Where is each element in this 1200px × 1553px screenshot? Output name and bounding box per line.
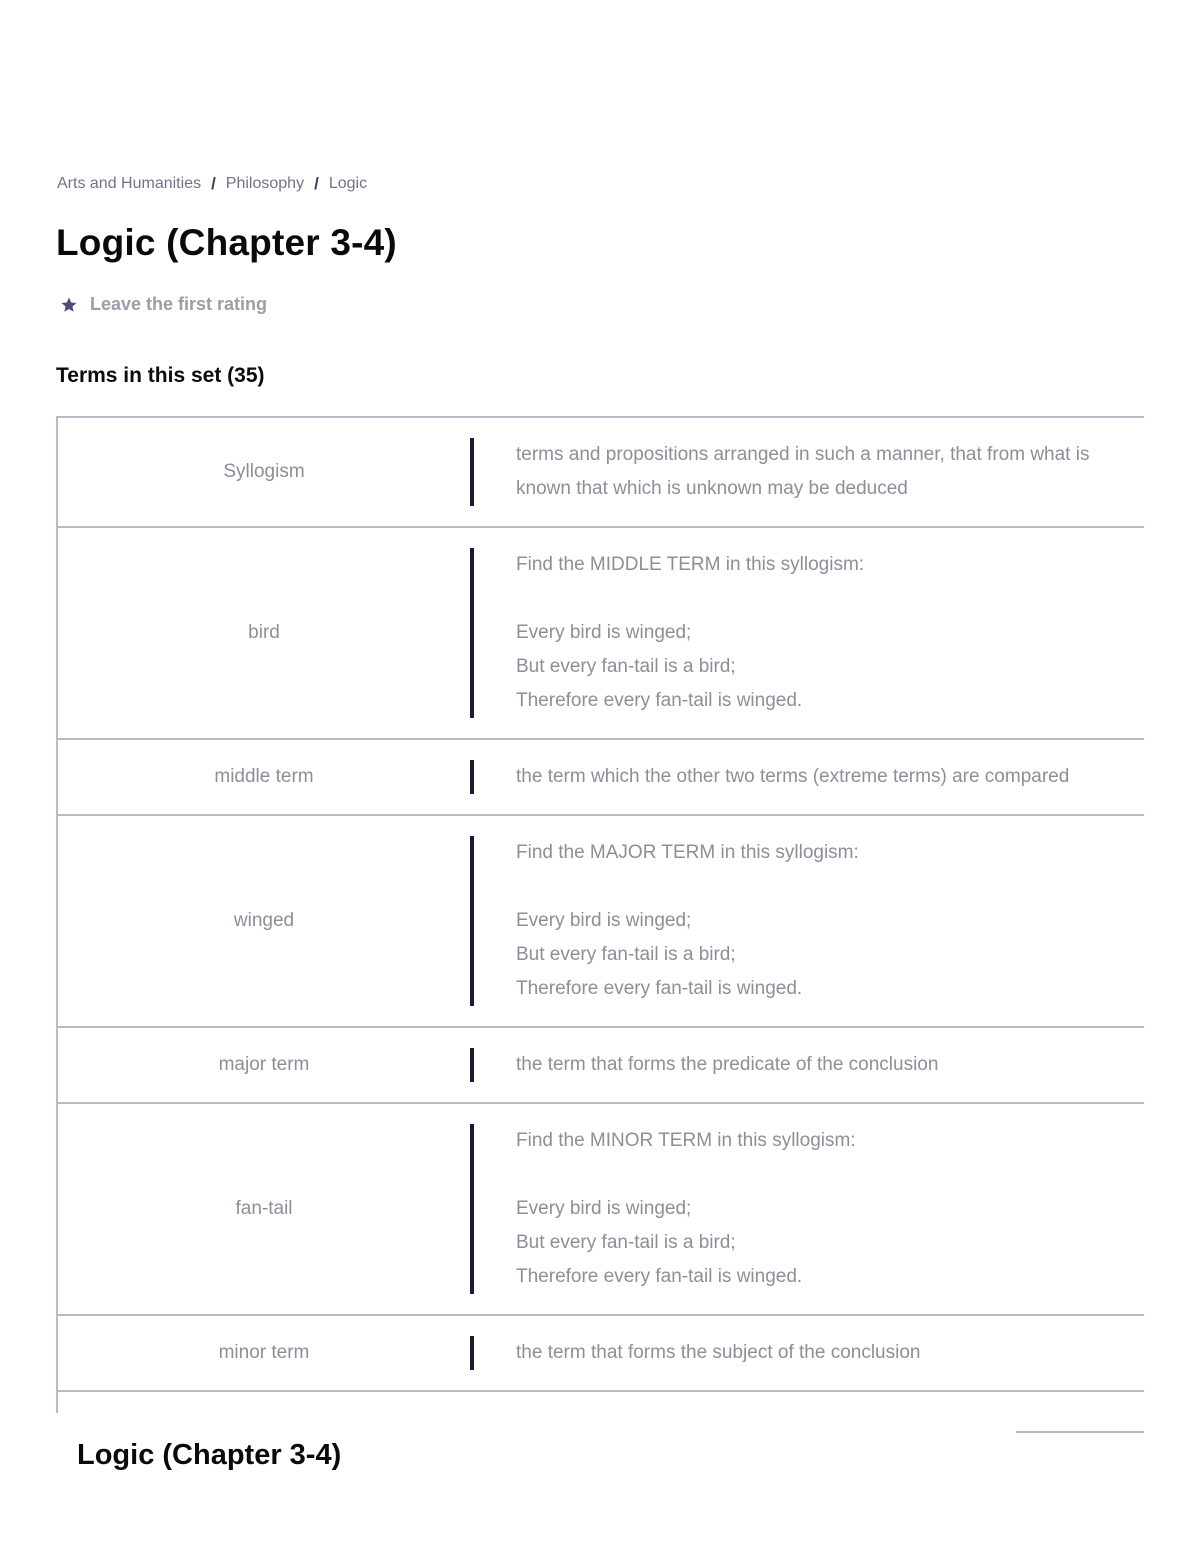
term-row <box>58 418 1144 528</box>
definition-text: Find the MINOR TERM in this syllogism: Every bird is winged; But every fan-tail is a bird; Therefore every fan-tail is winged. <box>516 1130 856 1287</box>
definition-text: Find the MIDDLE TERM in this syllogism: Every bird is winged; But every fan-tail is a bird; Therefore every fan-tail is winged. <box>516 554 865 711</box>
term-text: middle term <box>214 766 314 787</box>
term-row <box>58 740 1144 816</box>
definition-text: the term which the other two terms (extreme terms) are compared <box>516 766 1070 787</box>
breadcrumb-separator: / <box>314 174 319 193</box>
definition-text: Find the MAJOR TERM in this syllogism: Every bird is winged; But every fan-tail is a bird; Therefore every fan-tail is winged. <box>516 842 859 999</box>
definition-text: the term that forms the predicate of the conclusion <box>516 1054 939 1075</box>
definition-text: the term that forms the subject of the conclusion <box>516 1342 921 1363</box>
breadcrumb-separator: / <box>211 174 216 193</box>
term-text: Syllogism <box>223 461 305 482</box>
page-title: Logic (Chapter 3-4) <box>56 222 397 263</box>
breadcrumb-item-logic[interactable]: Logic <box>328 175 368 192</box>
definition-text: terms and propositions arranged in such a manner, that from what is known that which is unknown may be deduced <box>516 444 1090 499</box>
term-text: major term <box>218 1054 310 1075</box>
breadcrumb-item-philosophy[interactable]: Philosophy <box>225 175 305 192</box>
term-text: fan-tail <box>235 1198 293 1219</box>
star-icon <box>60 296 78 314</box>
term-text: minor term <box>218 1342 310 1363</box>
terms-table <box>56 416 1144 1413</box>
term-text: bird <box>248 622 280 643</box>
rating-link[interactable] <box>60 294 267 315</box>
terms-count-heading: Terms in this set (35) <box>56 364 265 387</box>
breadcrumb <box>57 174 367 194</box>
rating-label: Leave the first rating <box>90 294 268 314</box>
footer-divider <box>1016 1431 1144 1433</box>
term-text: winged <box>233 910 295 931</box>
term-row <box>58 816 1144 1028</box>
breadcrumb-item-arts-and-humanities[interactable]: Arts and Humanities <box>57 175 202 192</box>
term-row <box>58 1104 1144 1316</box>
footer-title: Logic (Chapter 3-4) <box>77 1439 342 1471</box>
term-row <box>58 1028 1144 1104</box>
term-row <box>58 528 1144 740</box>
term-row <box>58 1316 1144 1392</box>
